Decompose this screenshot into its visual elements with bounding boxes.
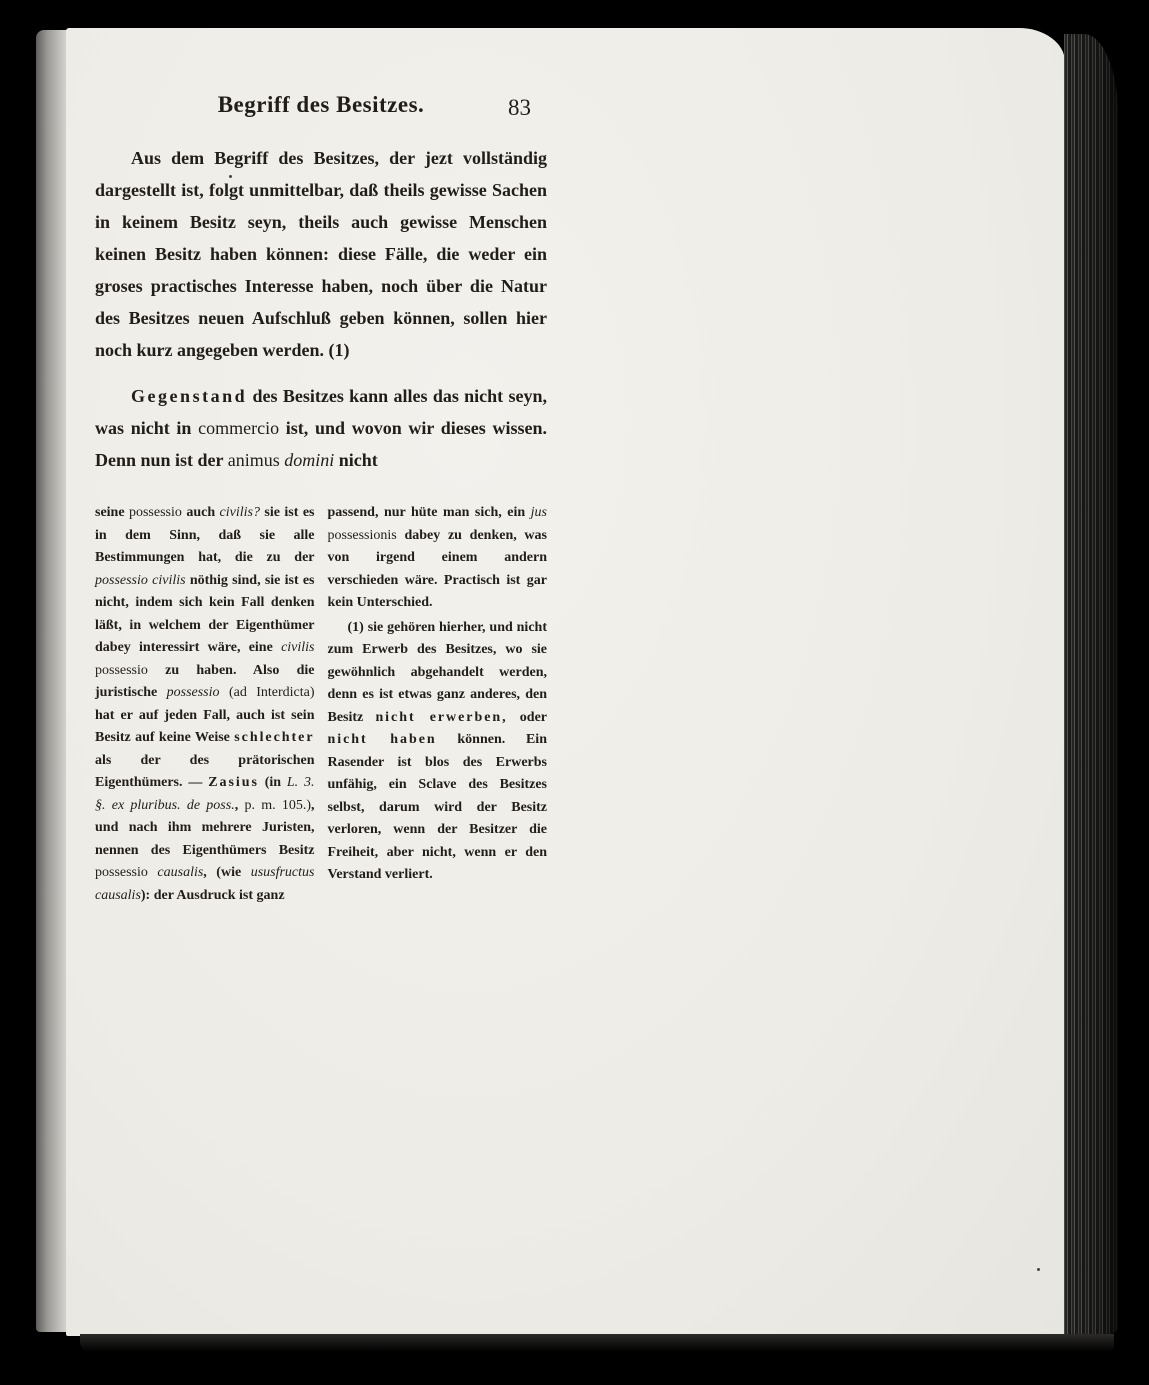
text-run: possessio: [128, 505, 182, 520]
text-run: possessio: [166, 685, 220, 700]
main-text: [95, 142, 547, 476]
footnotes-section: [95, 502, 547, 909]
text-run: ,: [234, 797, 245, 813]
text-block: [95, 92, 547, 909]
text-run: L. 3. §. ex pluribus. de poss.: [95, 775, 315, 813]
text-run: jus: [530, 505, 547, 520]
text-run: commercio: [198, 418, 280, 438]
text-run: ususfructus causalis: [95, 865, 315, 903]
text-run: possessio: [95, 865, 158, 880]
text-run: als der des prätorischen Eigenthümers. —: [95, 752, 315, 790]
text-run: passend, nur hüte man sich, ein: [327, 505, 531, 520]
scan-dust-speck: [229, 175, 232, 178]
page-header: [95, 92, 547, 126]
text-run: Gegenstand: [131, 386, 248, 406]
text-run: animus: [227, 450, 285, 470]
text-run: (ad Interdicta): [228, 685, 315, 700]
scan-dust-speck: [1037, 1268, 1040, 1271]
paragraph: [95, 502, 315, 907]
text-run: oder: [507, 709, 547, 725]
text-run: possessio: [95, 662, 166, 678]
text-run: zu haben. Also die juristische: [95, 662, 315, 700]
footnote-column-left: [95, 502, 315, 909]
text-run: sie ist es in dem Sinn, daß sie alle Bestimmungen hat, die zu der: [95, 505, 315, 565]
text-run: Zasius: [208, 775, 259, 790]
text-run: können. Ein Rasender ist blos des Erwerbs unfähig, ein Sclave des Besitzes selbst, darum wird der Besitz verloren, wenn der Besitzer die Freiheit, aber nicht, wenn er den Verstand verliert.: [327, 732, 547, 882]
text-run: p. m. 105.): [244, 797, 311, 813]
book-page-stack-edge: [1064, 34, 1118, 1334]
text-run: seine: [95, 505, 129, 520]
text-run: domini: [284, 450, 335, 470]
text-run: auch: [181, 505, 220, 520]
text-run: hat er auf jeden Fall, auch ist sein Besitz auf keine Weise: [95, 707, 315, 745]
paragraph: [328, 617, 548, 887]
text-run: nicht erwerben,: [375, 709, 508, 725]
text-run: possessio civilis: [95, 572, 186, 588]
text-run: , (wie: [203, 865, 251, 880]
text-run: civilis: [281, 640, 315, 655]
page-bottom-edge: [80, 1334, 1114, 1352]
text-run: , und nach ihm mehrere Juristen, nennen des Eigenthümers Besitz: [95, 797, 315, 858]
text-run: ist, und wovon wir dieses wissen. Denn nun ist der: [95, 418, 547, 470]
text-run: (1) sie gehören hierher, und nicht zum Erwerb des Besitzes, wo sie gewöhnlich abgehandelt werden, denn es ist etwas ganz anderes, den Besitz: [327, 619, 547, 725]
text-run: civilis?: [219, 505, 260, 520]
text-run: [220, 685, 229, 700]
text-run: nicht: [334, 450, 378, 470]
text-run: schlechter: [234, 730, 315, 745]
page-number: 83: [508, 95, 531, 120]
text-run: Aus dem Begriff des Besitzes, der jezt vollständig dargestellt ist, folgt unmittelbar, daß theils gewisse Sachen in keinem Besitz seyn, theils auch gewisse Menschen keinen Besitz haben können: diese Fälle, die weder ein groses practisches Interesse haben, noch über die Natur des Besitzes neuen Aufschluß geben können, sollen hier noch kurz angegeben werden. (1): [95, 148, 547, 360]
scanned-page: [66, 28, 1065, 1336]
text-run: dabey zu denken, was von irgend einem andern verschieden wäre. Practisch ist gar kein Unterschied.: [327, 527, 547, 610]
text-run: causalis: [157, 865, 204, 880]
text-run: ): der Ausdruck ist ganz: [140, 887, 285, 903]
text-run: nöthig sind, sie ist es nicht, indem sich kein Fall denken läßt, in welchem der Eigenthümer dabey interessirt wäre, eine: [95, 572, 315, 655]
paragraph: [95, 142, 547, 366]
text-run: nicht haben: [327, 732, 437, 747]
text-run: possessionis: [327, 527, 397, 543]
paragraph: [95, 380, 547, 476]
footnote-column-right: [328, 502, 548, 909]
text-run: (in: [258, 775, 287, 790]
running-title: Begriff des Besitzes.: [217, 92, 425, 117]
book-gutter-edge: [36, 30, 68, 1332]
text-run: des Besitzes kann alles das nicht seyn, was nicht in: [95, 386, 547, 438]
paragraph: [328, 502, 548, 615]
